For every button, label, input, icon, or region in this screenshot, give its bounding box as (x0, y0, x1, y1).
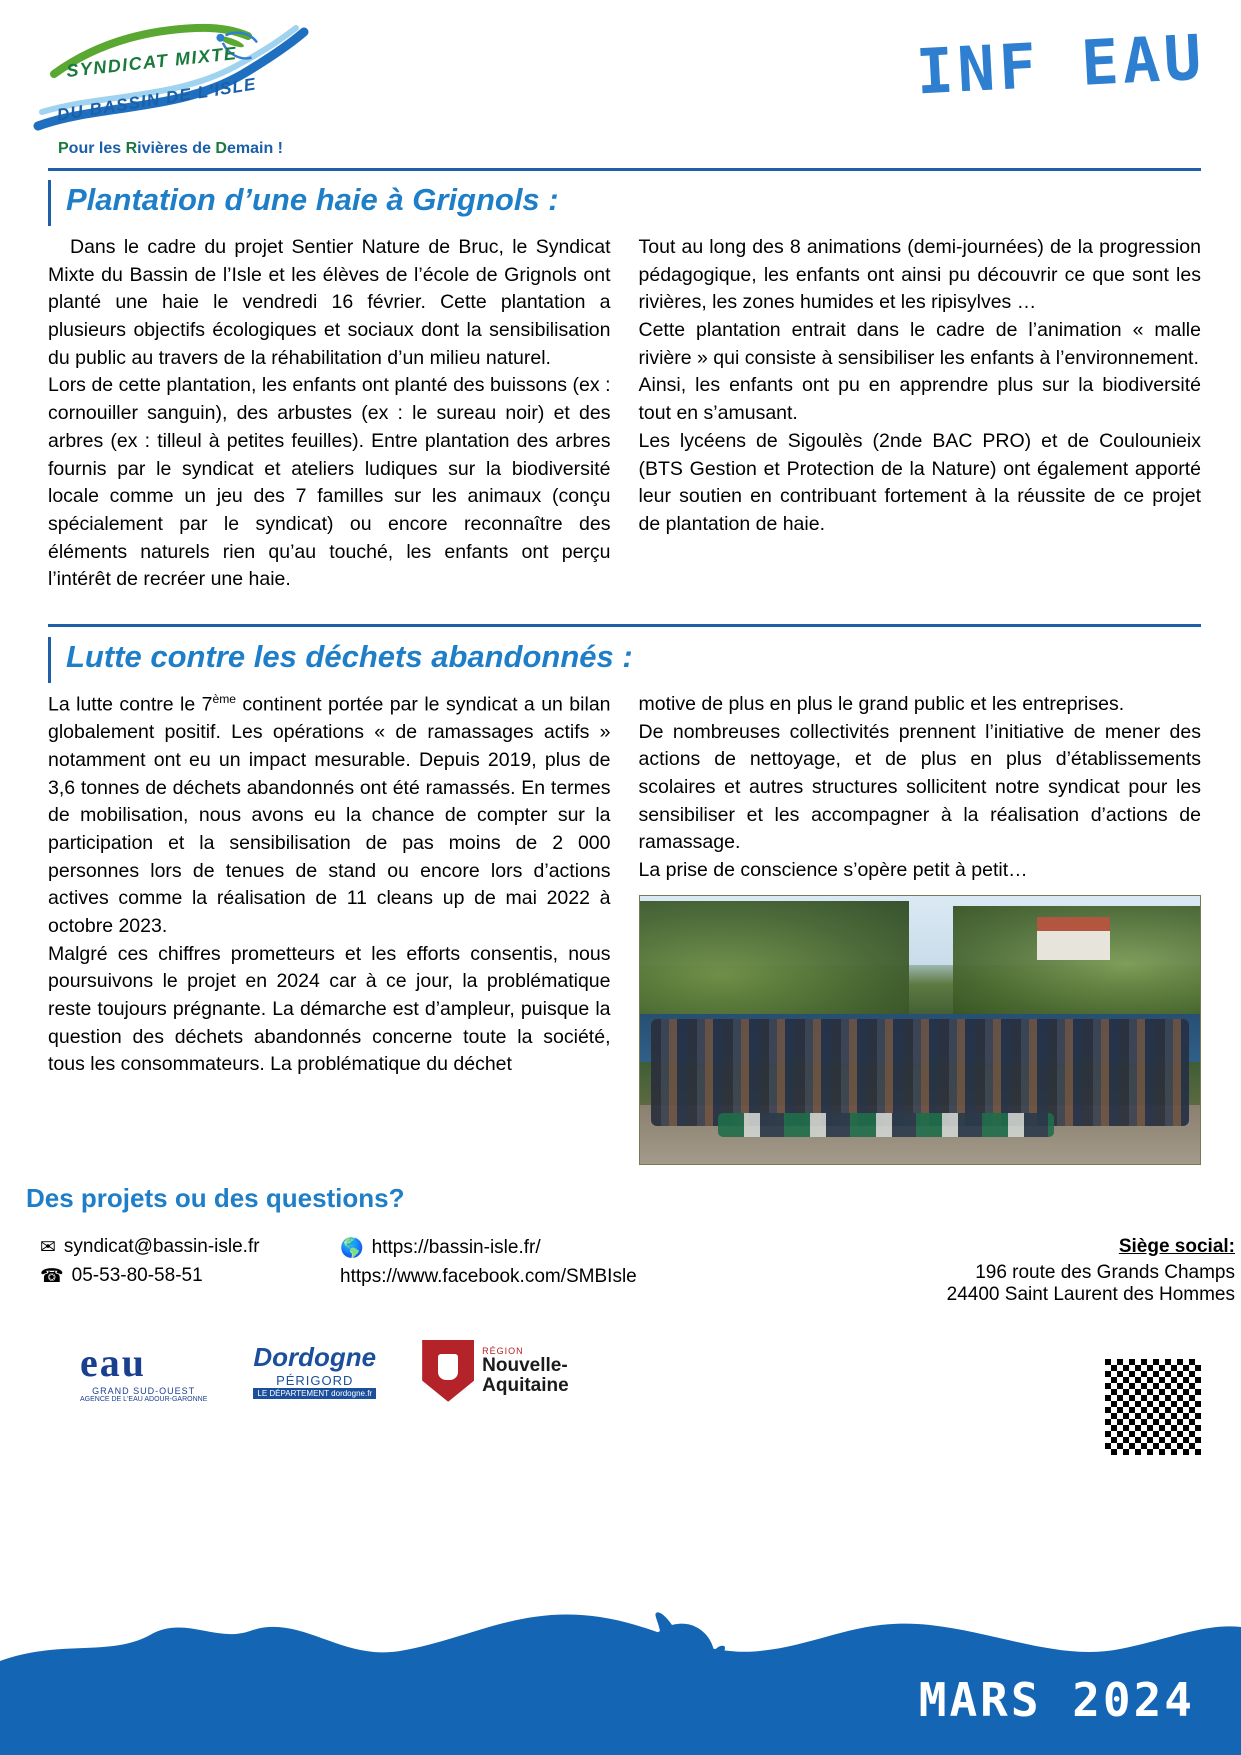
dordogne-perigord-logo (253, 1342, 376, 1399)
nouvelle-label: Nouvelle- (482, 1354, 568, 1376)
paragraph: La lutte contre le 7ème continent portée par le syndicat a un bilan globalement positif. Les opérations « de ramassages actifs » notamment ont eu un impact mesurable. Depuis 2019, plus de 3,6 tonnes de déchets abandonnés ont été ramassés. En termes de mobilisation, nous avons eu la chance de compter sur la participation et la sensibilisation de pas moins de 2 000 personnes lors de tenues de stand ou encore lors d’actions actives comme la réalisation de 11 cleans up de mai 2022 à octobre 2023. (48, 691, 611, 937)
phone-icon: ☎ (40, 1265, 64, 1287)
partner-logos (80, 1332, 1241, 1410)
section-1-columns (48, 234, 1201, 594)
eau-logo-wordmark: eau (80, 1339, 146, 1385)
siege-social-label: Siège social: (1118, 1235, 1235, 1257)
qr-code[interactable] (1105, 1359, 1201, 1455)
region-nouvelle-aquitaine-logo (422, 1340, 569, 1402)
email-text[interactable]: syndicat@bassin-isle.fr (63, 1236, 260, 1258)
phone-line[interactable] (40, 1265, 330, 1288)
contact-details-row (0, 1236, 1241, 1306)
paragraph: La prise de conscience s’opère petit à petit… (638, 859, 1028, 882)
masthead-title: INF EAU (913, 20, 1207, 109)
section-2-right-column (639, 691, 1202, 1165)
section-1-title-wrap (48, 178, 1201, 228)
website-line[interactable] (340, 1236, 911, 1260)
paragraph: Malgré ces chiffres prometteurs et les efforts consentis, nous poursuivons le projet en 2024 car à ce jour, la problématique reste toujours prégnante. La démarche est d’ampleur, puisque la question des déchets abandonnés concerne toute la société, tous les consommateurs. La problématique du déchet (48, 942, 611, 1076)
issue-date: MARS 2024 (918, 1673, 1195, 1727)
section-2-left-column (48, 691, 611, 1165)
section-2-title: Lutte contre les déchets abandonnés : (66, 638, 633, 674)
address-line-1: 196 route des Grands Champs (975, 1261, 1235, 1283)
email-line[interactable] (40, 1236, 330, 1259)
paragraph: motive de plus en plus le grand public et les entreprises. (638, 692, 1125, 715)
aquitaine-label: Aquitaine (482, 1374, 569, 1396)
logo-line-1: SYNDICAT MIXTE (65, 43, 239, 81)
section-1-right-column (639, 234, 1202, 594)
cleanup-group-photo (639, 895, 1202, 1165)
perigord-wordmark: PÉRIGORD (276, 1373, 354, 1389)
page-footer (0, 1565, 1241, 1755)
paragraph: Dans le cadre du projet Sentier Nature de Bruc, le Syndicat Mixte du Bassin de l’Isle et les élèves de l’école de Grignols ont planté une haie le vendredi 16 février. Cette plantation a plusieurs objectifs écologiques et sociaux dont la sensibilisation du public au travers de la réhabilitation d’un milieu naturel. (48, 236, 611, 369)
section-1-left-column (48, 234, 611, 594)
section-2-columns (48, 691, 1201, 1165)
contact-left-column (0, 1236, 330, 1306)
dordogne-wordmark: Dordogne (253, 1342, 377, 1373)
lion-shield-icon (422, 1340, 474, 1402)
contact-block (0, 1183, 1241, 1306)
eau-logo-sub: GRAND SUD-OUEST (92, 1385, 196, 1396)
paragraph: Ainsi, les enfants ont pu en apprendre plus sur la biodiversité tout en s’amusant. (638, 374, 1201, 425)
website-text[interactable]: https://bassin-isle.fr/ (371, 1236, 541, 1258)
region-label: RÉGION (482, 1345, 524, 1356)
section-2-title-wrap (48, 635, 1201, 685)
globe-icon: 🌎 (340, 1237, 364, 1259)
eau-logo-sub2: AGENCE DE L'EAU ADOUR-GARONNE (80, 1395, 208, 1403)
page-header (0, 0, 1241, 170)
section-1-title: Plantation d’une haie à Grignols : (66, 182, 559, 217)
section-dechets (48, 624, 1201, 1165)
logo-line-2: DU BASSIN DE L'ISLE (55, 74, 258, 125)
organization-logo (28, 8, 328, 168)
paragraph: De nombreuses collectivités prennent l’initiative de mener des actions de nettoyage, et de plus en plus d’établissements scolaires et autres structures sollicitent notre syndicat pour les sensibiliser et les accompagner à la réalisation d’actions de ramassage. (638, 720, 1201, 854)
paragraph: Les lycéens de Sigoulès (2nde BAC PRO) et de Coulounieix (BTS Gestion et Protection de la Nature) ont également apporté leur soutien en contribuant fortement à la réussite de ce projet de plantation de haie. (638, 429, 1201, 535)
eau-grand-sud-ouest-logo (80, 1339, 207, 1403)
address-line-2: 24400 Saint Laurent des Hommes (946, 1283, 1235, 1305)
section-plantation (48, 178, 1201, 594)
envelope-icon: ✉ (40, 1236, 56, 1258)
facebook-text[interactable]: https://www.facebook.com/SMBIsle (340, 1265, 637, 1287)
contact-heading: Des projets ou des questions? (26, 1182, 405, 1213)
phone-text[interactable]: 05-53-80-58-51 (71, 1265, 203, 1287)
paragraph: Lors de cette plantation, les enfants ont planté des buissons (ex : cornouiller sanguin), des arbustes (ex : le sureau noir) et des arbres (ex : tilleul à petites feuilles). Entre plantation des arbres fournis par le syndicat et ateliers ludiques sur la biodiversité locale comme un jeu des 7 familles sur les animaux (conçu spécialement par le syndicat) ou encore reconnaître des éléments naturels rien qu’au touché, les enfants ont perçu l’intérêt de recréer une haie. (48, 374, 611, 591)
departement-label: LE DÉPARTEMENT dordogne.fr (253, 1388, 376, 1399)
header-divider (48, 168, 1201, 171)
paragraph: Tout au long des 8 animations (demi-journées) de la progression pédagogique, les enfants ont ainsi pu découvrir ce que sont les rivières, les zones humides et les ripisylves … (638, 236, 1201, 314)
contact-middle-column (330, 1236, 911, 1306)
section-2-divider (48, 624, 1201, 627)
contact-right-column (911, 1236, 1241, 1306)
paragraph: Cette plantation entrait dans le cadre de l’animation « malle rivière » qui consiste à sensibiliser les enfants à l’environnement. (638, 319, 1201, 369)
logo-tagline: Pour les Rivières de Demain ! (58, 140, 283, 157)
facebook-line[interactable] (340, 1266, 911, 1288)
